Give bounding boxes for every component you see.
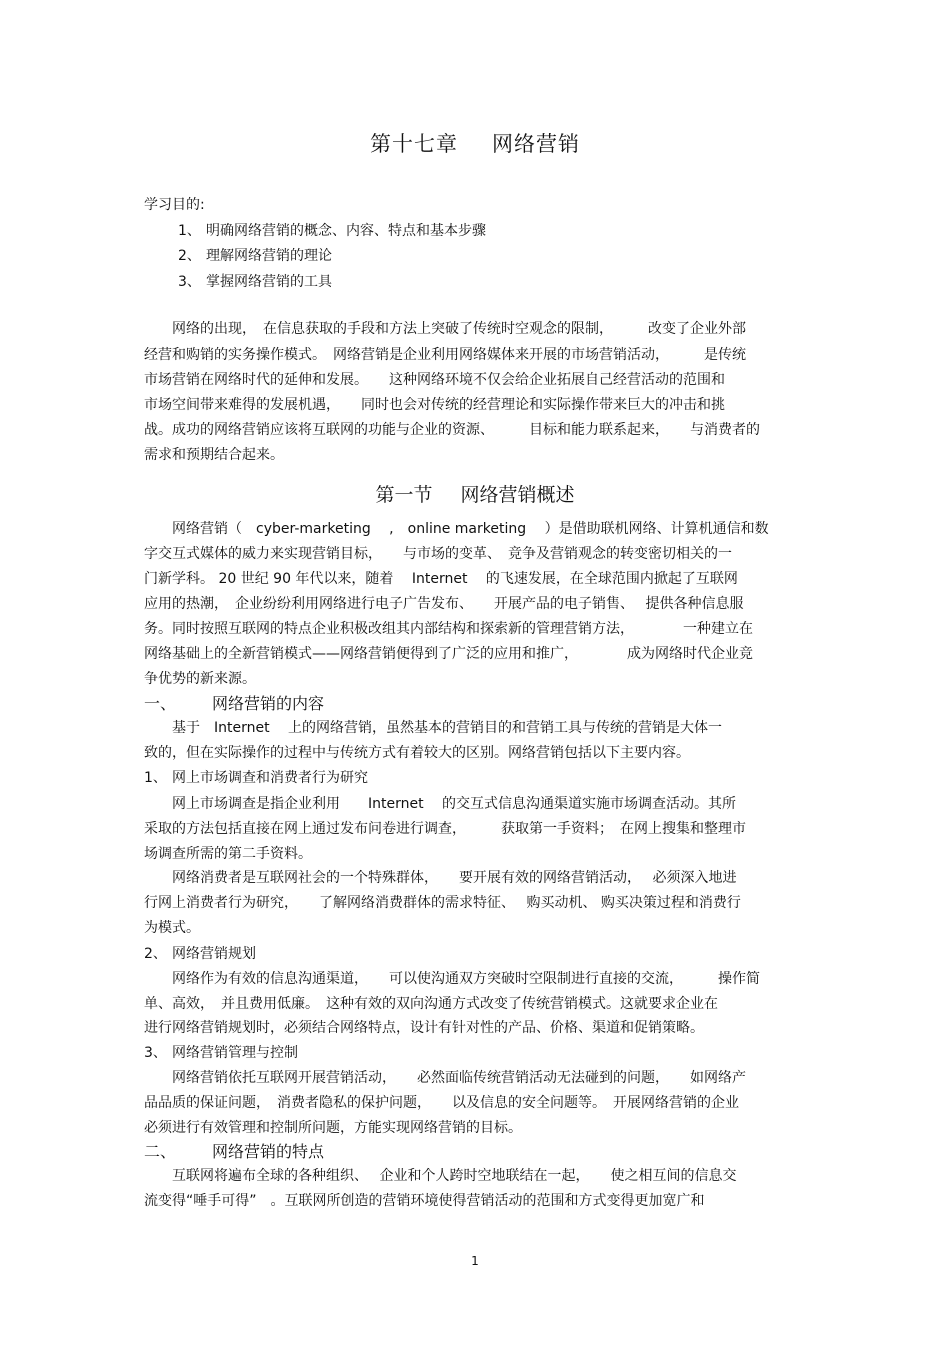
- objectives-label: 学习目的:: [144, 197, 205, 213]
- subheading-market-research: [144, 769, 368, 787]
- content-paragraph-line: 为模式。: [144, 920, 200, 936]
- subheading-number: 2、: [144, 946, 167, 962]
- page-number: 1: [471, 1254, 479, 1268]
- objective-number: 3、: [178, 274, 201, 290]
- content-paragraph-line: 网上市场调查是指企业利用 Internet 的交互式信息沟通渠道实施市场调查活动。其所: [144, 796, 737, 812]
- heading-content: [144, 694, 324, 714]
- section-title: [0, 480, 950, 507]
- objective-number: 1、: [178, 223, 201, 239]
- objective-item: [178, 247, 332, 265]
- subheading-number: 3、: [144, 1045, 167, 1061]
- subheading-number: 1、: [144, 770, 167, 786]
- section-paragraph-line: 应用的热潮， 企业纷纷利用网络进行电子广告发布、 开展产品的电子销售、 提供各种信息服: [144, 596, 744, 612]
- intro-paragraph-line: 经营和购销的实务操作模式。 网络营销是企业利用网络媒体来开展的市场营销活动， 是传统: [144, 347, 746, 363]
- content-paragraph-line: 进行网络营销规划时，必须结合网络特点，设计有针对性的产品、价格、渠道和促销策略。: [144, 1020, 704, 1036]
- chapter-name: 网络营销: [492, 132, 580, 156]
- objective-item: [178, 273, 332, 291]
- objective-text: 掌握网络营销的工具: [206, 274, 332, 290]
- content-paragraph-line: 网络营销依托互联网开展营销活动， 必然面临传统营销活动无法碰到的问题， 如网络产: [144, 1070, 746, 1086]
- intro-paragraph-line: 需求和预期结合起来。: [144, 447, 284, 463]
- subheading-text: 网络营销规划: [172, 946, 256, 962]
- content-paragraph-line: 必须进行有效管理和控制所问题，方能实现网络营销的目标。: [144, 1120, 522, 1136]
- content-paragraph-line: 网络作为有效的信息沟通渠道， 可以使沟通双方突破时空限制进行直接的交流， 操作简: [144, 971, 760, 987]
- section-number: 第一节: [375, 484, 433, 506]
- subheading-text: 网上市场调查和消费者行为研究: [172, 770, 368, 786]
- heading-text: 网络营销的特点: [212, 1142, 325, 1161]
- section-name: 网络营销概述: [460, 484, 575, 506]
- intro-paragraph-line: 市场营销在网络时代的延伸和发展。 这种网络环境不仅会给企业拓展自己经营活动的范围和: [144, 372, 725, 388]
- section-paragraph-line: 网络基础上的全新营销模式——网络营销便得到了广泛的应用和推广， 成为网络时代企业竞: [144, 646, 753, 662]
- content-paragraph-line: 致的，但在实际操作的过程中与传统方式有着较大的区别。网络营销包括以下主要内容。: [144, 745, 690, 761]
- content-paragraph-line: 场调查所需的第二手资料。: [144, 846, 312, 862]
- section-paragraph-line: 务。同时按照互联网的特点企业积极改组其内部结构和探索新的管理营销方法， 一种建立在: [144, 621, 753, 637]
- objective-text: 明确网络营销的概念、内容、特点和基本步骤: [206, 223, 486, 239]
- intro-paragraph-line: 战。成功的网络营销应该将互联网的功能与企业的资源、 目标和能力联系起来， 与消费者的: [144, 422, 760, 438]
- objective-number: 2、: [178, 248, 201, 264]
- content-paragraph-line: 单、高效， 并且费用低廉。 这种有效的双向沟通方式改变了传统营销模式。这就要求企业在: [144, 996, 718, 1012]
- section-paragraph-line: 门新学科。 20 世纪 90 年代以来，随着 Internet 的飞速发展，在全球范围内掀起了互联网: [144, 571, 738, 587]
- intro-paragraph-line: 网络的出现， 在信息获取的手段和方法上突破了传统时空观念的限制， 改变了企业外部: [144, 321, 746, 337]
- section-paragraph-line: 争优势的新来源。: [144, 671, 256, 687]
- intro-paragraph-line: 市场空间带来难得的发展机遇， 同时也会对传统的经营理论和实际操作带来巨大的冲击和挑: [144, 397, 725, 413]
- content-paragraph-line: 网络消费者是互联网社会的一个特殊群体， 要开展有效的网络营销活动， 必须深入地进: [144, 870, 737, 886]
- chapter-title: [0, 128, 950, 158]
- section-paragraph-line: 网络营销（ cyber-marketing , online marketing ）是借助联机网络、计算机通信和数: [144, 521, 769, 537]
- section-paragraph-line: 字交互式媒体的威力来实现营销目标， 与市场的变革、 竞争及营销观念的转变密切相关的一: [144, 546, 732, 562]
- heading-features: [144, 1142, 324, 1162]
- heading-number: 一、: [144, 694, 177, 713]
- heading-text: 网络营销的内容: [212, 694, 325, 713]
- content-paragraph-line: 采取的方法包括直接在网上通过发布问卷进行调查， 获取第一手资料； 在网上搜集和整理市: [144, 821, 746, 837]
- objective-item: [178, 222, 486, 240]
- subheading-management: [144, 1044, 298, 1062]
- subheading-planning: [144, 945, 256, 963]
- heading-number: 二、: [144, 1142, 177, 1161]
- subheading-text: 网络营销管理与控制: [172, 1045, 298, 1061]
- content-paragraph-line: 基于 Internet 上的网络营销，虽然基本的营销目的和营销工具与传统的营销是大体一: [144, 720, 723, 736]
- chapter-number: 第十七章: [370, 132, 458, 156]
- content-paragraph-line: 行网上消费者行为研究， 了解网络消费群体的需求特征、 购买动机、 购买决策过程和消费行: [144, 895, 741, 911]
- content-paragraph-line: 流变得“唾手可得” 。互联网所创造的营销环境使得营销活动的范围和方式变得更加宽广和: [144, 1193, 705, 1209]
- content-paragraph-line: 品品质的保证问题， 消费者隐私的保护问题， 以及信息的安全问题等。 开展网络营销的企业: [144, 1095, 739, 1111]
- content-paragraph-line: 互联网将遍布全球的各种组织、 企业和个人跨时空地联结在一起， 使之相互间的信息交: [144, 1168, 737, 1184]
- objective-text: 理解网络营销的理论: [206, 248, 332, 264]
